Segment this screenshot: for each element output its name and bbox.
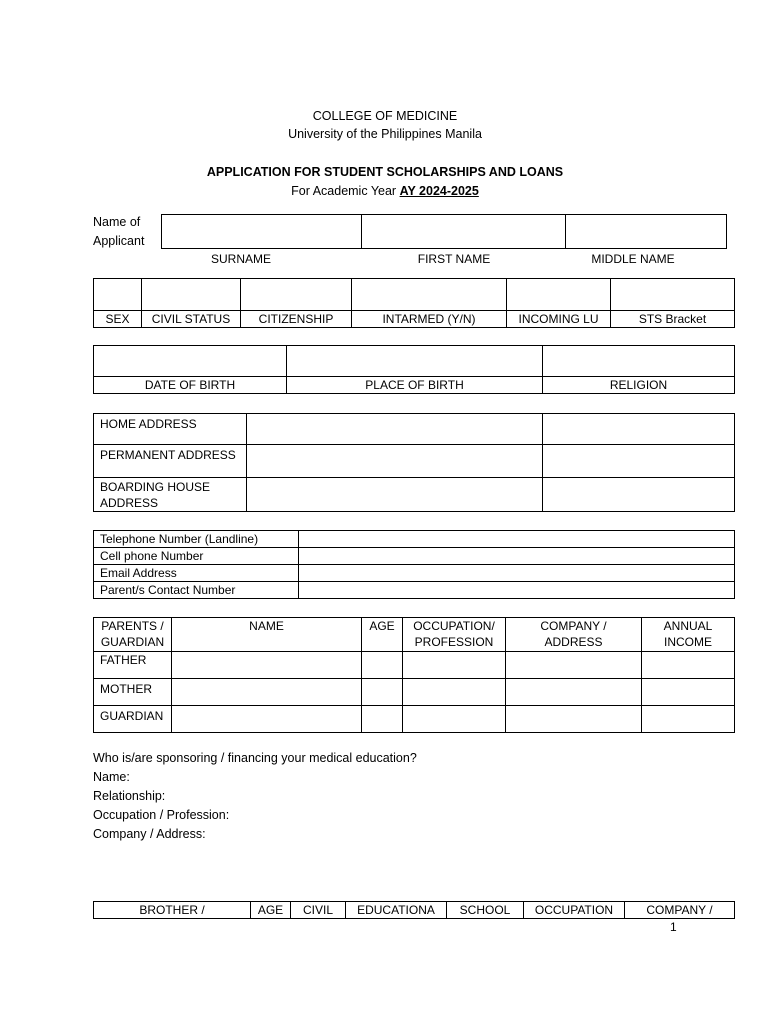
boarding-address-extra-field[interactable] bbox=[543, 478, 735, 512]
parents-header: PARENTS / GUARDIAN bbox=[94, 618, 172, 652]
permanent-address-field[interactable] bbox=[247, 445, 543, 478]
page-number: 1 bbox=[670, 920, 677, 934]
mother-income-field[interactable] bbox=[642, 679, 735, 706]
mother-name-field[interactable] bbox=[172, 679, 362, 706]
religion-field[interactable] bbox=[543, 346, 735, 377]
university-name: University of the Philippines Manila bbox=[288, 127, 482, 141]
email-field[interactable] bbox=[299, 565, 735, 582]
place-of-birth-label: PLACE OF BIRTH bbox=[287, 377, 543, 394]
date-of-birth-label: DATE OF BIRTH bbox=[94, 377, 287, 394]
company-header: COMPANY / ADDRESS bbox=[506, 618, 642, 652]
sponsor-name-label: Name: bbox=[93, 770, 130, 784]
guardian-company-field[interactable] bbox=[506, 706, 642, 733]
name-header: NAME bbox=[172, 618, 362, 652]
table-row bbox=[94, 679, 735, 706]
surname-field[interactable] bbox=[162, 215, 362, 249]
email-label: Email Address bbox=[94, 565, 299, 582]
birth-info-table bbox=[93, 345, 735, 394]
sts-bracket-label: STS Bracket bbox=[611, 311, 735, 328]
father-company-field[interactable] bbox=[506, 652, 642, 679]
boarding-address-field[interactable] bbox=[247, 478, 543, 512]
home-address-field[interactable] bbox=[247, 414, 543, 445]
sibling-company-header: COMPANY / bbox=[625, 902, 735, 919]
place-of-birth-field[interactable] bbox=[287, 346, 543, 377]
mother-company-field[interactable] bbox=[506, 679, 642, 706]
sex-label: SEX bbox=[94, 311, 142, 328]
permanent-address-extra-field[interactable] bbox=[543, 445, 735, 478]
guardian-age-field[interactable] bbox=[362, 706, 403, 733]
academic-year-value: AY 2024-2025 bbox=[399, 184, 479, 198]
citizenship-field[interactable] bbox=[241, 279, 352, 311]
sibling-civil-header: CIVIL bbox=[291, 902, 346, 919]
guardian-occupation-field[interactable] bbox=[403, 706, 506, 733]
civil-status-label: CIVIL STATUS bbox=[142, 311, 241, 328]
surname-label: SURNAME bbox=[210, 252, 271, 266]
incoming-lu-label: INCOMING LU bbox=[507, 311, 611, 328]
guardian-label: GUARDIAN bbox=[94, 706, 172, 733]
mother-occupation-field[interactable] bbox=[403, 679, 506, 706]
address-table bbox=[93, 413, 735, 512]
cellphone-label: Cell phone Number bbox=[94, 548, 299, 565]
college-name: COLLEGE OF MEDICINE bbox=[312, 109, 458, 123]
sponsor-company-label: Company / Address: bbox=[93, 827, 206, 841]
landline-label: Telephone Number (Landline) bbox=[94, 531, 299, 548]
personal-info-table bbox=[93, 278, 735, 328]
father-name-field[interactable] bbox=[172, 652, 362, 679]
table-row bbox=[94, 706, 735, 733]
sibling-school-header: SCHOOL bbox=[447, 902, 524, 919]
first-name-label: FIRST NAME bbox=[417, 252, 491, 266]
brother-header: BROTHER / bbox=[94, 902, 251, 919]
applicant-name-table bbox=[161, 214, 727, 249]
sponsor-question: Who is/are sponsoring / financing your medical education? bbox=[93, 751, 417, 765]
father-occupation-field[interactable] bbox=[403, 652, 506, 679]
guardian-name-field[interactable] bbox=[172, 706, 362, 733]
intarmed-label: INTARMED (Y/N) bbox=[352, 311, 507, 328]
sponsor-relationship-label: Relationship: bbox=[93, 789, 166, 803]
sibling-education-header: EDUCATIONA bbox=[346, 902, 447, 919]
table-row bbox=[94, 652, 735, 679]
contact-table bbox=[93, 530, 735, 599]
father-age-field[interactable] bbox=[362, 652, 403, 679]
middle-name-label: MIDDLE NAME bbox=[591, 252, 675, 266]
home-address-label: HOME ADDRESS bbox=[94, 414, 247, 445]
intarmed-field[interactable] bbox=[352, 279, 507, 311]
guardian-income-field[interactable] bbox=[642, 706, 735, 733]
sts-bracket-field[interactable] bbox=[611, 279, 735, 311]
home-address-extra-field[interactable] bbox=[543, 414, 735, 445]
mother-age-field[interactable] bbox=[362, 679, 403, 706]
academic-year-prefix: For Academic Year bbox=[291, 184, 400, 198]
applicant-name-label: Name of Applicant bbox=[93, 215, 145, 248]
father-label: FATHER bbox=[94, 652, 172, 679]
mother-label: MOTHER bbox=[94, 679, 172, 706]
permanent-address-label: PERMANENT ADDRESS bbox=[94, 445, 247, 478]
sex-field[interactable] bbox=[94, 279, 142, 311]
parent-contact-label: Parent/s Contact Number bbox=[94, 582, 299, 599]
form-title: APPLICATION FOR STUDENT SCHOLARSHIPS AND LOANS bbox=[206, 165, 564, 179]
middle-name-field[interactable] bbox=[566, 215, 727, 249]
civil-status-field[interactable] bbox=[142, 279, 241, 311]
age-header: AGE bbox=[362, 618, 403, 652]
cellphone-field[interactable] bbox=[299, 548, 735, 565]
siblings-table bbox=[93, 901, 735, 919]
citizenship-label: CITIZENSHIP bbox=[241, 311, 352, 328]
sponsor-occupation-label: Occupation / Profession: bbox=[93, 808, 230, 822]
landline-field[interactable] bbox=[299, 531, 735, 548]
academic-year-line bbox=[0, 182, 770, 200]
occupation-header: OCCUPATION/ PROFESSION bbox=[403, 618, 506, 652]
date-of-birth-field[interactable] bbox=[94, 346, 287, 377]
first-name-field[interactable] bbox=[362, 215, 566, 249]
document-header bbox=[0, 107, 770, 143]
parent-contact-field[interactable] bbox=[299, 582, 735, 599]
father-income-field[interactable] bbox=[642, 652, 735, 679]
religion-label: RELIGION bbox=[543, 377, 735, 394]
boarding-address-label: BOARDING HOUSE ADDRESS bbox=[94, 478, 247, 512]
incoming-lu-field[interactable] bbox=[507, 279, 611, 311]
income-header: ANNUAL INCOME bbox=[642, 618, 735, 652]
parents-table bbox=[93, 617, 735, 733]
sibling-age-header: AGE bbox=[251, 902, 291, 919]
sibling-occupation-header: OCCUPATION bbox=[524, 902, 625, 919]
